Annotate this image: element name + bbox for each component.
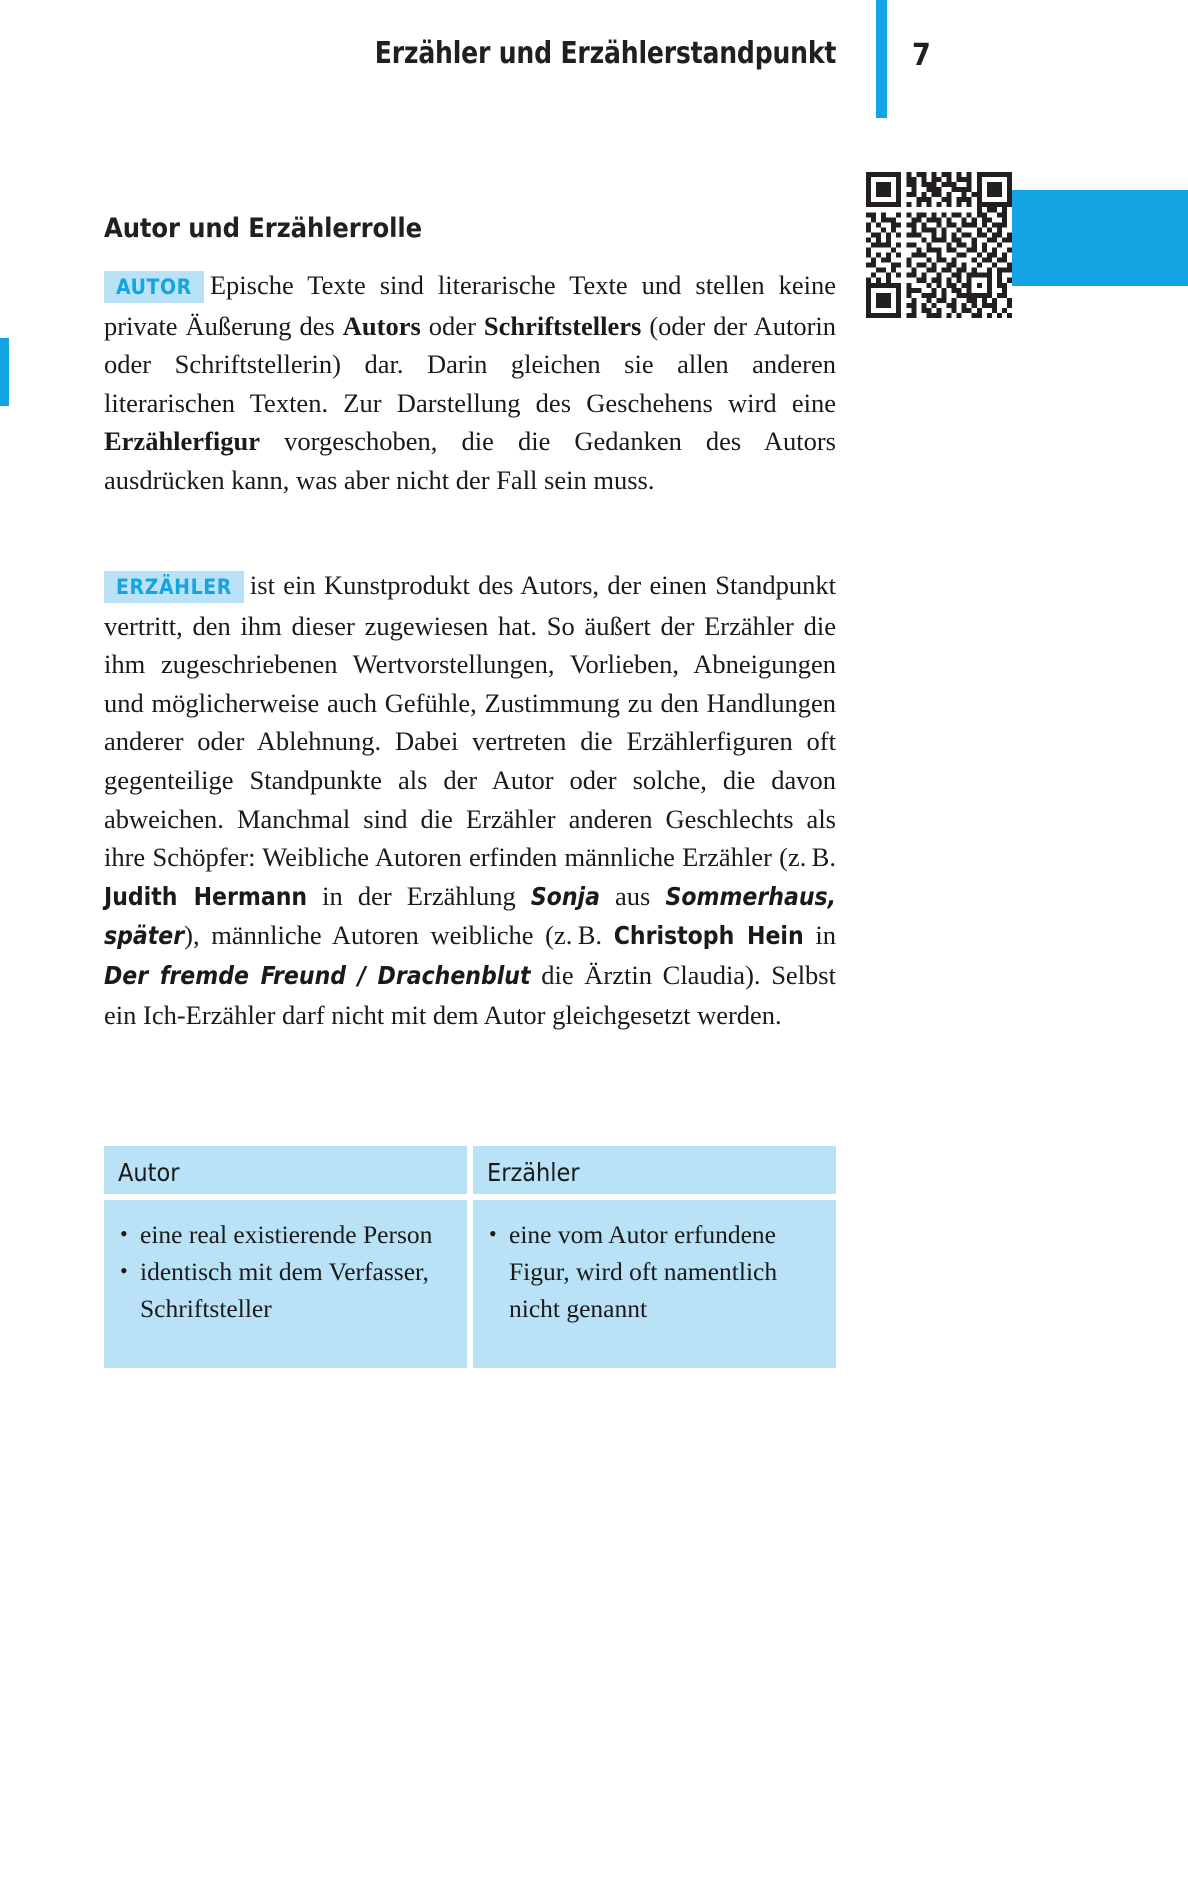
text-run: die Ärztin Claudia). Selbst ein Ich-Erzähler darf nicht mit dem Autor gleichgesetzt werden. (104, 959, 836, 1030)
comparison-header-autor: Autor (104, 1146, 467, 1194)
text-run: Epische Texte sind literarische Texte und stellen keine private Äußerung des (104, 270, 836, 341)
text-run: Schriftstellers (483, 310, 642, 341)
text-run: Erzählerfigur (104, 426, 261, 457)
text-run: aus (599, 880, 666, 911)
comparison-list-erzaehler (487, 1216, 822, 1327)
text-run: (oder der Autorin oder Schriftstellerin) dar. Darin gleichen sie allen anderen literarischen Texten. Zur Darstellung des Geschehens wird eine (104, 310, 837, 418)
running-head (0, 0, 1188, 118)
comparison-list-autor (118, 1216, 453, 1327)
paragraph-erzaehler (104, 566, 836, 1034)
comparison-body-erzaehler (473, 1200, 836, 1368)
comparison-header-erzaehler: Erzähler (473, 1146, 836, 1194)
text-run: Sommerhaus, später (104, 881, 837, 951)
text-run: Judith Hermann (104, 881, 308, 911)
page-edge-marker (0, 338, 9, 406)
text-run: Sonja (530, 881, 600, 911)
running-head-divider (876, 0, 887, 118)
text-run: vorgeschoben, die die Gedanken des Autors ausdrücken kann, was aber nicht der Fall sein muss. (104, 426, 836, 495)
comparison-column-erzaehler (473, 1146, 836, 1368)
qr-code-icon[interactable] (866, 172, 1012, 318)
text-run: in (803, 920, 836, 951)
page-number: 7 (912, 38, 931, 73)
section-heading: Autor und Erzählerrolle (104, 213, 422, 245)
paragraph-autor (104, 266, 836, 500)
text-run: Der fremde Freund / Drachenblut (104, 960, 531, 990)
text-run: Christoph Hein (613, 921, 804, 951)
paragraph-autor-text (104, 270, 836, 495)
keyword-tag-autor: AUTOR (104, 271, 204, 303)
text-run: ), männliche Autoren weibliche (z. B. (184, 920, 614, 951)
running-head-title: Erzähler und Erzählerstandpunkt (374, 36, 836, 71)
list-item: • eine vom Autor erfundene Figur, wird oft namentlich nicht genannt (487, 1216, 822, 1327)
text-run: Autors (342, 310, 421, 341)
list-item: • eine real existierende Person (118, 1216, 453, 1253)
comparison-table (104, 1146, 836, 1368)
list-item: • identisch mit dem Verfasser, Schriftsteller (118, 1253, 453, 1327)
comparison-body-autor (104, 1200, 467, 1368)
comparison-column-autor (104, 1146, 467, 1368)
paragraph-erzaehler-text (104, 570, 836, 1030)
text-run: ist ein Kunstprodukt des Autors, der einen Standpunkt vertritt, den ihm dieser zugewiesen hat. So äußert der Erzähler die ihm zugeschriebenen Wertvorstellungen, Vorlieben, Abneigungen und möglicherweise auch Gefühle, Zustimmung zu den Handlungen anderer oder Ablehnung. Dabei vertreten die Erzählerfiguren oft gegenteilige Standpunkte als der Autor oder solche, die davon abweichen. Manchmal sind die Erzähler anderen Geschlechts als ihre Schöpfer: Weibliche Autoren erfinden männliche Erzähler (z. B. (104, 570, 836, 873)
text-run: in der Erzählung (307, 880, 531, 911)
text-run: oder (420, 310, 484, 341)
keyword-tag-erzaehler: ERZÄHLER (104, 571, 244, 603)
